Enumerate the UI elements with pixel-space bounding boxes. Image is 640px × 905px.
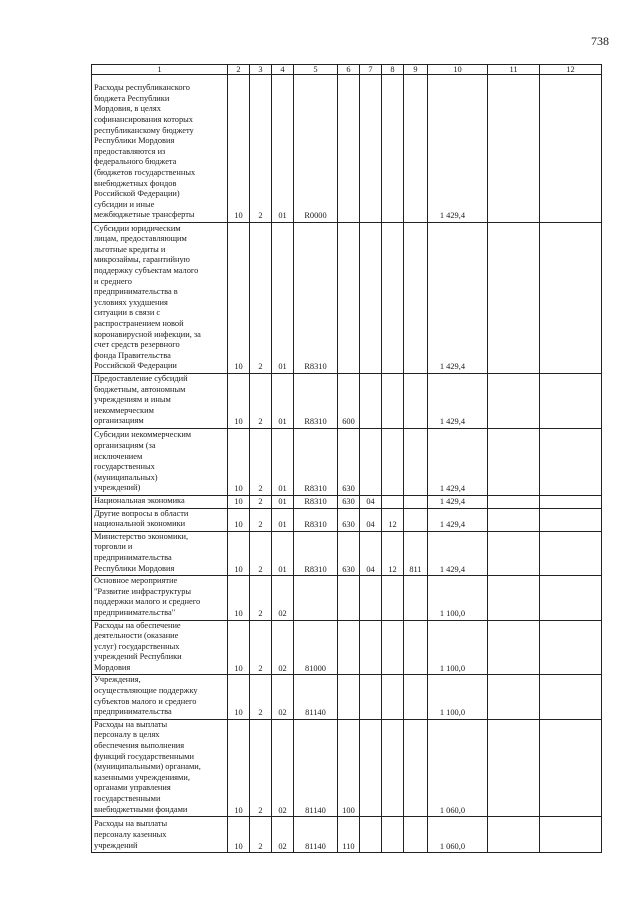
code-cell: [360, 374, 382, 429]
table-row: [92, 75, 602, 223]
code-cell: 10: [228, 374, 250, 429]
code-cell: 2: [250, 374, 272, 429]
code-cell: [488, 817, 540, 853]
code-cell: [488, 576, 540, 620]
code-cell: [382, 817, 404, 853]
code-cell: [338, 75, 360, 223]
table-row: [92, 817, 602, 853]
code-cell: [360, 719, 382, 816]
code-cell: 04: [360, 531, 382, 575]
row-description: Основное мероприятие "Развитие инфраструктуры поддержки малого и среднего предпринимательства": [92, 576, 228, 620]
code-cell: [488, 531, 540, 575]
code-cell: 10: [228, 508, 250, 531]
code-cell: 02: [272, 620, 294, 675]
code-cell: R8310: [294, 428, 338, 495]
code-cell: 10: [228, 75, 250, 223]
code-cell: 10: [228, 495, 250, 508]
code-cell: 110: [338, 817, 360, 853]
code-cell: 10: [228, 576, 250, 620]
code-cell: 01: [272, 75, 294, 223]
code-cell: 630: [338, 508, 360, 531]
code-cell: 12: [382, 508, 404, 531]
code-cell: 10: [228, 675, 250, 719]
code-cell: R0000: [294, 75, 338, 223]
code-cell: 04: [360, 508, 382, 531]
code-cell: [488, 428, 540, 495]
code-cell: [382, 719, 404, 816]
code-cell: [360, 620, 382, 675]
column-header: 5: [294, 65, 338, 75]
column-header: 8: [382, 65, 404, 75]
code-cell: 01: [272, 223, 294, 374]
code-cell: 10: [228, 428, 250, 495]
code-cell: 100: [338, 719, 360, 816]
code-cell: [360, 675, 382, 719]
code-cell: [338, 675, 360, 719]
table-body: [92, 75, 602, 853]
amount-cell: 1 429,4: [428, 374, 488, 429]
code-cell: 2: [250, 576, 272, 620]
code-cell: [404, 374, 428, 429]
code-cell: 10: [228, 531, 250, 575]
code-cell: [382, 374, 404, 429]
code-cell: [540, 223, 602, 374]
table-row: [92, 223, 602, 374]
code-cell: [360, 223, 382, 374]
row-description: Учреждения, осуществляющие поддержку субъектов малого и среднего предпринимательства: [92, 675, 228, 719]
code-cell: [540, 374, 602, 429]
amount-cell: 1 100,0: [428, 576, 488, 620]
code-cell: 12: [382, 531, 404, 575]
code-cell: [540, 620, 602, 675]
code-cell: 81140: [294, 675, 338, 719]
code-cell: 2: [250, 495, 272, 508]
column-header: 1: [92, 65, 228, 75]
code-cell: 2: [250, 75, 272, 223]
column-header: 12: [540, 65, 602, 75]
code-cell: 02: [272, 576, 294, 620]
amount-cell: 1 100,0: [428, 620, 488, 675]
column-header: 3: [250, 65, 272, 75]
code-cell: 81140: [294, 719, 338, 816]
column-header: 2: [228, 65, 250, 75]
code-cell: [540, 508, 602, 531]
code-cell: 630: [338, 495, 360, 508]
code-cell: [382, 576, 404, 620]
budget-table-container: [91, 64, 602, 853]
code-cell: 2: [250, 508, 272, 531]
table-header-row: [92, 65, 602, 75]
code-cell: [338, 620, 360, 675]
code-cell: 02: [272, 817, 294, 853]
code-cell: [404, 223, 428, 374]
code-cell: [540, 675, 602, 719]
code-cell: 01: [272, 374, 294, 429]
table-row: [92, 576, 602, 620]
code-cell: [382, 675, 404, 719]
code-cell: [488, 495, 540, 508]
amount-cell: 1 060,0: [428, 719, 488, 816]
code-cell: [488, 675, 540, 719]
code-cell: [404, 428, 428, 495]
column-header: 11: [488, 65, 540, 75]
code-cell: R8310: [294, 223, 338, 374]
code-cell: [404, 620, 428, 675]
code-cell: [540, 495, 602, 508]
column-header: 6: [338, 65, 360, 75]
code-cell: [488, 223, 540, 374]
column-header: 10: [428, 65, 488, 75]
amount-cell: 1 429,4: [428, 223, 488, 374]
code-cell: 2: [250, 428, 272, 495]
code-cell: [404, 675, 428, 719]
budget-table: [91, 64, 602, 853]
table-row: [92, 374, 602, 429]
amount-cell: 1 429,4: [428, 531, 488, 575]
code-cell: [540, 531, 602, 575]
row-description: Предоставление субсидий бюджетным, автономным учреждениям и иным некоммерческим организациям: [92, 374, 228, 429]
code-cell: 01: [272, 531, 294, 575]
table-row: [92, 719, 602, 816]
code-cell: 2: [250, 675, 272, 719]
code-cell: [404, 576, 428, 620]
amount-cell: 1 429,4: [428, 495, 488, 508]
code-cell: 2: [250, 719, 272, 816]
code-cell: R8310: [294, 495, 338, 508]
code-cell: [294, 576, 338, 620]
code-cell: [488, 374, 540, 429]
code-cell: [404, 495, 428, 508]
code-cell: R8310: [294, 508, 338, 531]
amount-cell: 1 429,4: [428, 428, 488, 495]
code-cell: 10: [228, 719, 250, 816]
code-cell: [540, 428, 602, 495]
code-cell: 81140: [294, 817, 338, 853]
code-cell: [382, 75, 404, 223]
column-header: 9: [404, 65, 428, 75]
code-cell: 01: [272, 428, 294, 495]
code-cell: [540, 817, 602, 853]
code-cell: [360, 576, 382, 620]
code-cell: 2: [250, 817, 272, 853]
code-cell: [540, 576, 602, 620]
row-description: Национальная экономика: [92, 495, 228, 508]
code-cell: [360, 817, 382, 853]
row-description: Расходы республиканского бюджета Республики Мордовия, в целях софинансирования которых республиканскому бюджету Республики Мордовия предоставляются из федерального бюджета (бюджетов государственных внебюджетных фондов Российской Федерации) субсидии и иные межбюджетные трансферты: [92, 75, 228, 223]
row-description: Субсидии юридическим лицам, предоставляющим льготные кредиты и микрозаймы, гарантийную поддержку субъектам малого и среднего предпринимательства в условиях ухудшения ситуации в связи с распространением новой коронавирусной инфекции, за счет средств резервного фонда Правительства Российской Федерации: [92, 223, 228, 374]
code-cell: [338, 223, 360, 374]
code-cell: 2: [250, 620, 272, 675]
code-cell: [404, 75, 428, 223]
code-cell: 10: [228, 620, 250, 675]
table-row: [92, 508, 602, 531]
code-cell: [404, 508, 428, 531]
table-row: [92, 495, 602, 508]
code-cell: 2: [250, 531, 272, 575]
code-cell: 02: [272, 675, 294, 719]
row-description: Расходы на выплаты персоналу в целях обеспечения выполнения функций государственными (муниципальными) органами, казенными учреждениями, органами управления государственными внебюджетными фондами: [92, 719, 228, 816]
amount-cell: 1 429,4: [428, 508, 488, 531]
column-header: 7: [360, 65, 382, 75]
code-cell: [488, 620, 540, 675]
code-cell: 02: [272, 719, 294, 816]
row-description: Расходы на обеспечение деятельности (оказание услуг) государственных учреждений Республики Мордовия: [92, 620, 228, 675]
code-cell: [488, 719, 540, 816]
code-cell: 630: [338, 531, 360, 575]
code-cell: R8310: [294, 531, 338, 575]
amount-cell: 1 429,4: [428, 75, 488, 223]
row-description: Расходы на выплаты персоналу казенных учреждений: [92, 817, 228, 853]
code-cell: [360, 428, 382, 495]
code-cell: [404, 817, 428, 853]
code-cell: [540, 75, 602, 223]
amount-cell: 1 100,0: [428, 675, 488, 719]
code-cell: [382, 495, 404, 508]
code-cell: 10: [228, 223, 250, 374]
code-cell: 600: [338, 374, 360, 429]
code-cell: [338, 576, 360, 620]
code-cell: [488, 508, 540, 531]
code-cell: [360, 75, 382, 223]
code-cell: 2: [250, 223, 272, 374]
code-cell: [382, 620, 404, 675]
code-cell: R8310: [294, 374, 338, 429]
code-cell: 01: [272, 495, 294, 508]
code-cell: [382, 223, 404, 374]
code-cell: [540, 719, 602, 816]
row-description: Другие вопросы в области национальной экономики: [92, 508, 228, 531]
code-cell: [488, 75, 540, 223]
code-cell: 630: [338, 428, 360, 495]
code-cell: 01: [272, 508, 294, 531]
code-cell: [382, 428, 404, 495]
row-description: Министерство экономики, торговли и предпринимательства Республики Мордовия: [92, 531, 228, 575]
code-cell: 10: [228, 817, 250, 853]
code-cell: [404, 719, 428, 816]
amount-cell: 1 060,0: [428, 817, 488, 853]
table-row: [92, 675, 602, 719]
column-header: 4: [272, 65, 294, 75]
page-number: 738: [591, 34, 609, 48]
code-cell: 811: [404, 531, 428, 575]
table-row: [92, 620, 602, 675]
table-row: [92, 531, 602, 575]
table-row: [92, 428, 602, 495]
code-cell: 04: [360, 495, 382, 508]
row-description: Субсидии некоммерческим организациям (за исключением государственных (муниципальных) учреждений): [92, 428, 228, 495]
code-cell: 81000: [294, 620, 338, 675]
